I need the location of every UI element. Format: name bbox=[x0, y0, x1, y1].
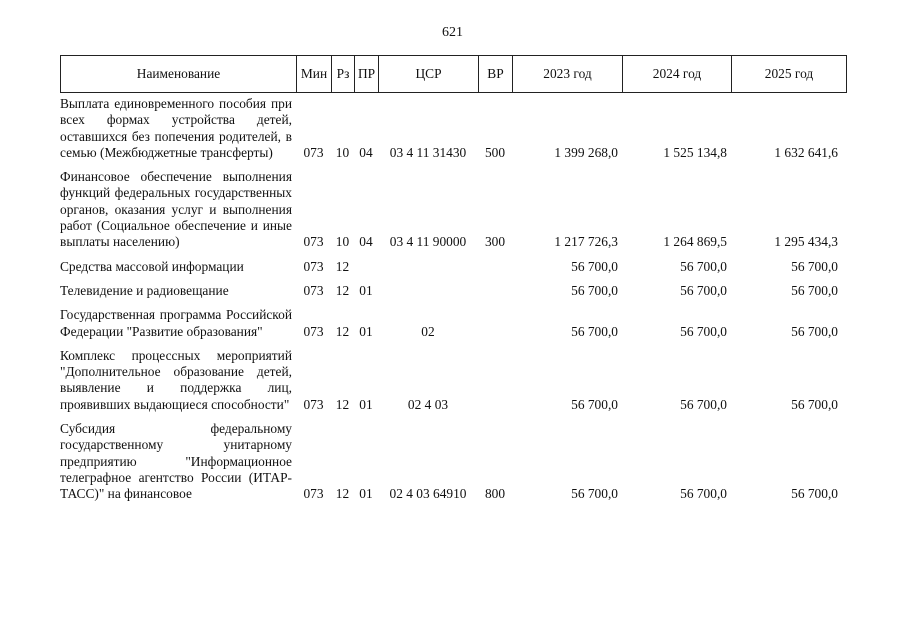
row-2023: 56 700,0 bbox=[571, 323, 618, 339]
row-min: 073 bbox=[303, 258, 324, 274]
row-rz: 12 bbox=[335, 282, 350, 298]
row-rz: 12 bbox=[335, 396, 350, 412]
row-2024: 56 700,0 bbox=[680, 282, 727, 298]
table-row bbox=[60, 96, 846, 161]
table-row bbox=[60, 307, 846, 340]
row-2025: 56 700,0 bbox=[791, 486, 838, 502]
table-row bbox=[60, 169, 846, 250]
row-min: 073 bbox=[303, 234, 324, 250]
row-2023: 56 700,0 bbox=[571, 396, 618, 412]
row-2025: 56 700,0 bbox=[791, 258, 838, 274]
table-header bbox=[60, 55, 847, 93]
row-rz: 12 bbox=[335, 258, 350, 274]
row-2024: 56 700,0 bbox=[680, 323, 727, 339]
row-2025: 56 700,0 bbox=[791, 323, 838, 339]
row-2025: 56 700,0 bbox=[791, 282, 838, 298]
row-min: 073 bbox=[303, 282, 324, 298]
row-csr: 02 4 03 bbox=[407, 396, 449, 412]
row-2024: 1 525 134,8 bbox=[663, 144, 727, 160]
row-2024: 56 700,0 bbox=[680, 258, 727, 274]
row-2024: 56 700,0 bbox=[680, 396, 727, 412]
page-number: 621 bbox=[442, 25, 463, 40]
row-pr: 04 bbox=[359, 144, 373, 160]
row-vr: 800 bbox=[484, 486, 506, 502]
header-min: Мин bbox=[297, 56, 332, 93]
row-vr: 500 bbox=[484, 144, 506, 160]
header-name: Наименование bbox=[61, 56, 297, 93]
row-2024: 56 700,0 bbox=[680, 486, 727, 502]
row-csr: 02 bbox=[421, 323, 435, 339]
row-min: 073 bbox=[303, 396, 324, 412]
row-pr: 01 bbox=[359, 323, 373, 339]
header-year-2025: 2025 год bbox=[732, 56, 847, 93]
row-min: 073 bbox=[303, 323, 324, 339]
header-vr: ВР bbox=[479, 56, 513, 93]
row-pr: 04 bbox=[359, 234, 373, 250]
table-row bbox=[60, 259, 846, 275]
row-2025: 56 700,0 bbox=[791, 396, 838, 412]
row-name: Средства массовой информации bbox=[60, 258, 244, 274]
row-rz: 12 bbox=[335, 323, 350, 339]
header-rz: Рз bbox=[332, 56, 355, 93]
row-min: 073 bbox=[303, 486, 324, 502]
row-rz: 10 bbox=[335, 144, 350, 160]
header-csr: ЦСР bbox=[379, 56, 479, 93]
row-2023: 56 700,0 bbox=[571, 486, 618, 502]
table-row bbox=[60, 421, 846, 502]
row-2024: 1 264 869,5 bbox=[663, 234, 727, 250]
row-pr: 01 bbox=[359, 486, 373, 502]
row-2023: 56 700,0 bbox=[571, 258, 618, 274]
row-rz: 10 bbox=[335, 234, 350, 250]
row-2023: 56 700,0 bbox=[571, 282, 618, 298]
row-name: Выплата единовременного пособия при всех формах устройства детей, оставшихся без попечения родителей, в семью (Межбюджетные трансферты) bbox=[60, 96, 292, 160]
row-min: 073 bbox=[303, 144, 324, 160]
row-name: Комплекс процессных мероприятий "Дополнительное образование детей, выявление и поддержка лиц, проявивших выдающиеся способности" bbox=[60, 347, 292, 412]
header-year-2024: 2024 год bbox=[623, 56, 732, 93]
row-vr: 300 bbox=[484, 234, 506, 250]
table-row bbox=[60, 283, 846, 299]
row-2023: 1 217 726,3 bbox=[554, 234, 618, 250]
row-csr: 03 4 11 90000 bbox=[389, 234, 467, 250]
table-body bbox=[60, 96, 846, 503]
row-2023: 1 399 268,0 bbox=[554, 144, 618, 160]
row-name: Субсидия федеральному государственному унитарному предприятию "Информационное телеграфное агентство России (ИТАР-ТАСС)" на финансовое bbox=[60, 421, 292, 502]
row-name: Финансовое обеспечение выполнения функций федеральных государственных органов, оказания услуг и выполнения работ (Социальное обеспечение и иные выплаты населению) bbox=[60, 169, 292, 250]
row-name: Государственная программа Российской Федерации "Развитие образования" bbox=[60, 307, 292, 339]
row-name: Телевидение и радиовещание bbox=[60, 282, 229, 298]
row-rz: 12 bbox=[335, 486, 350, 502]
row-pr: 01 bbox=[359, 282, 373, 298]
row-2025: 1 632 641,6 bbox=[774, 144, 838, 160]
row-2025: 1 295 434,3 bbox=[774, 234, 838, 250]
row-csr: 03 4 11 31430 bbox=[389, 144, 467, 160]
header-year-2023: 2023 год bbox=[513, 56, 623, 93]
header-pr: ПР bbox=[355, 56, 379, 93]
row-pr: 01 bbox=[359, 396, 373, 412]
row-csr: 02 4 03 64910 bbox=[389, 486, 467, 502]
table-row bbox=[60, 348, 846, 413]
